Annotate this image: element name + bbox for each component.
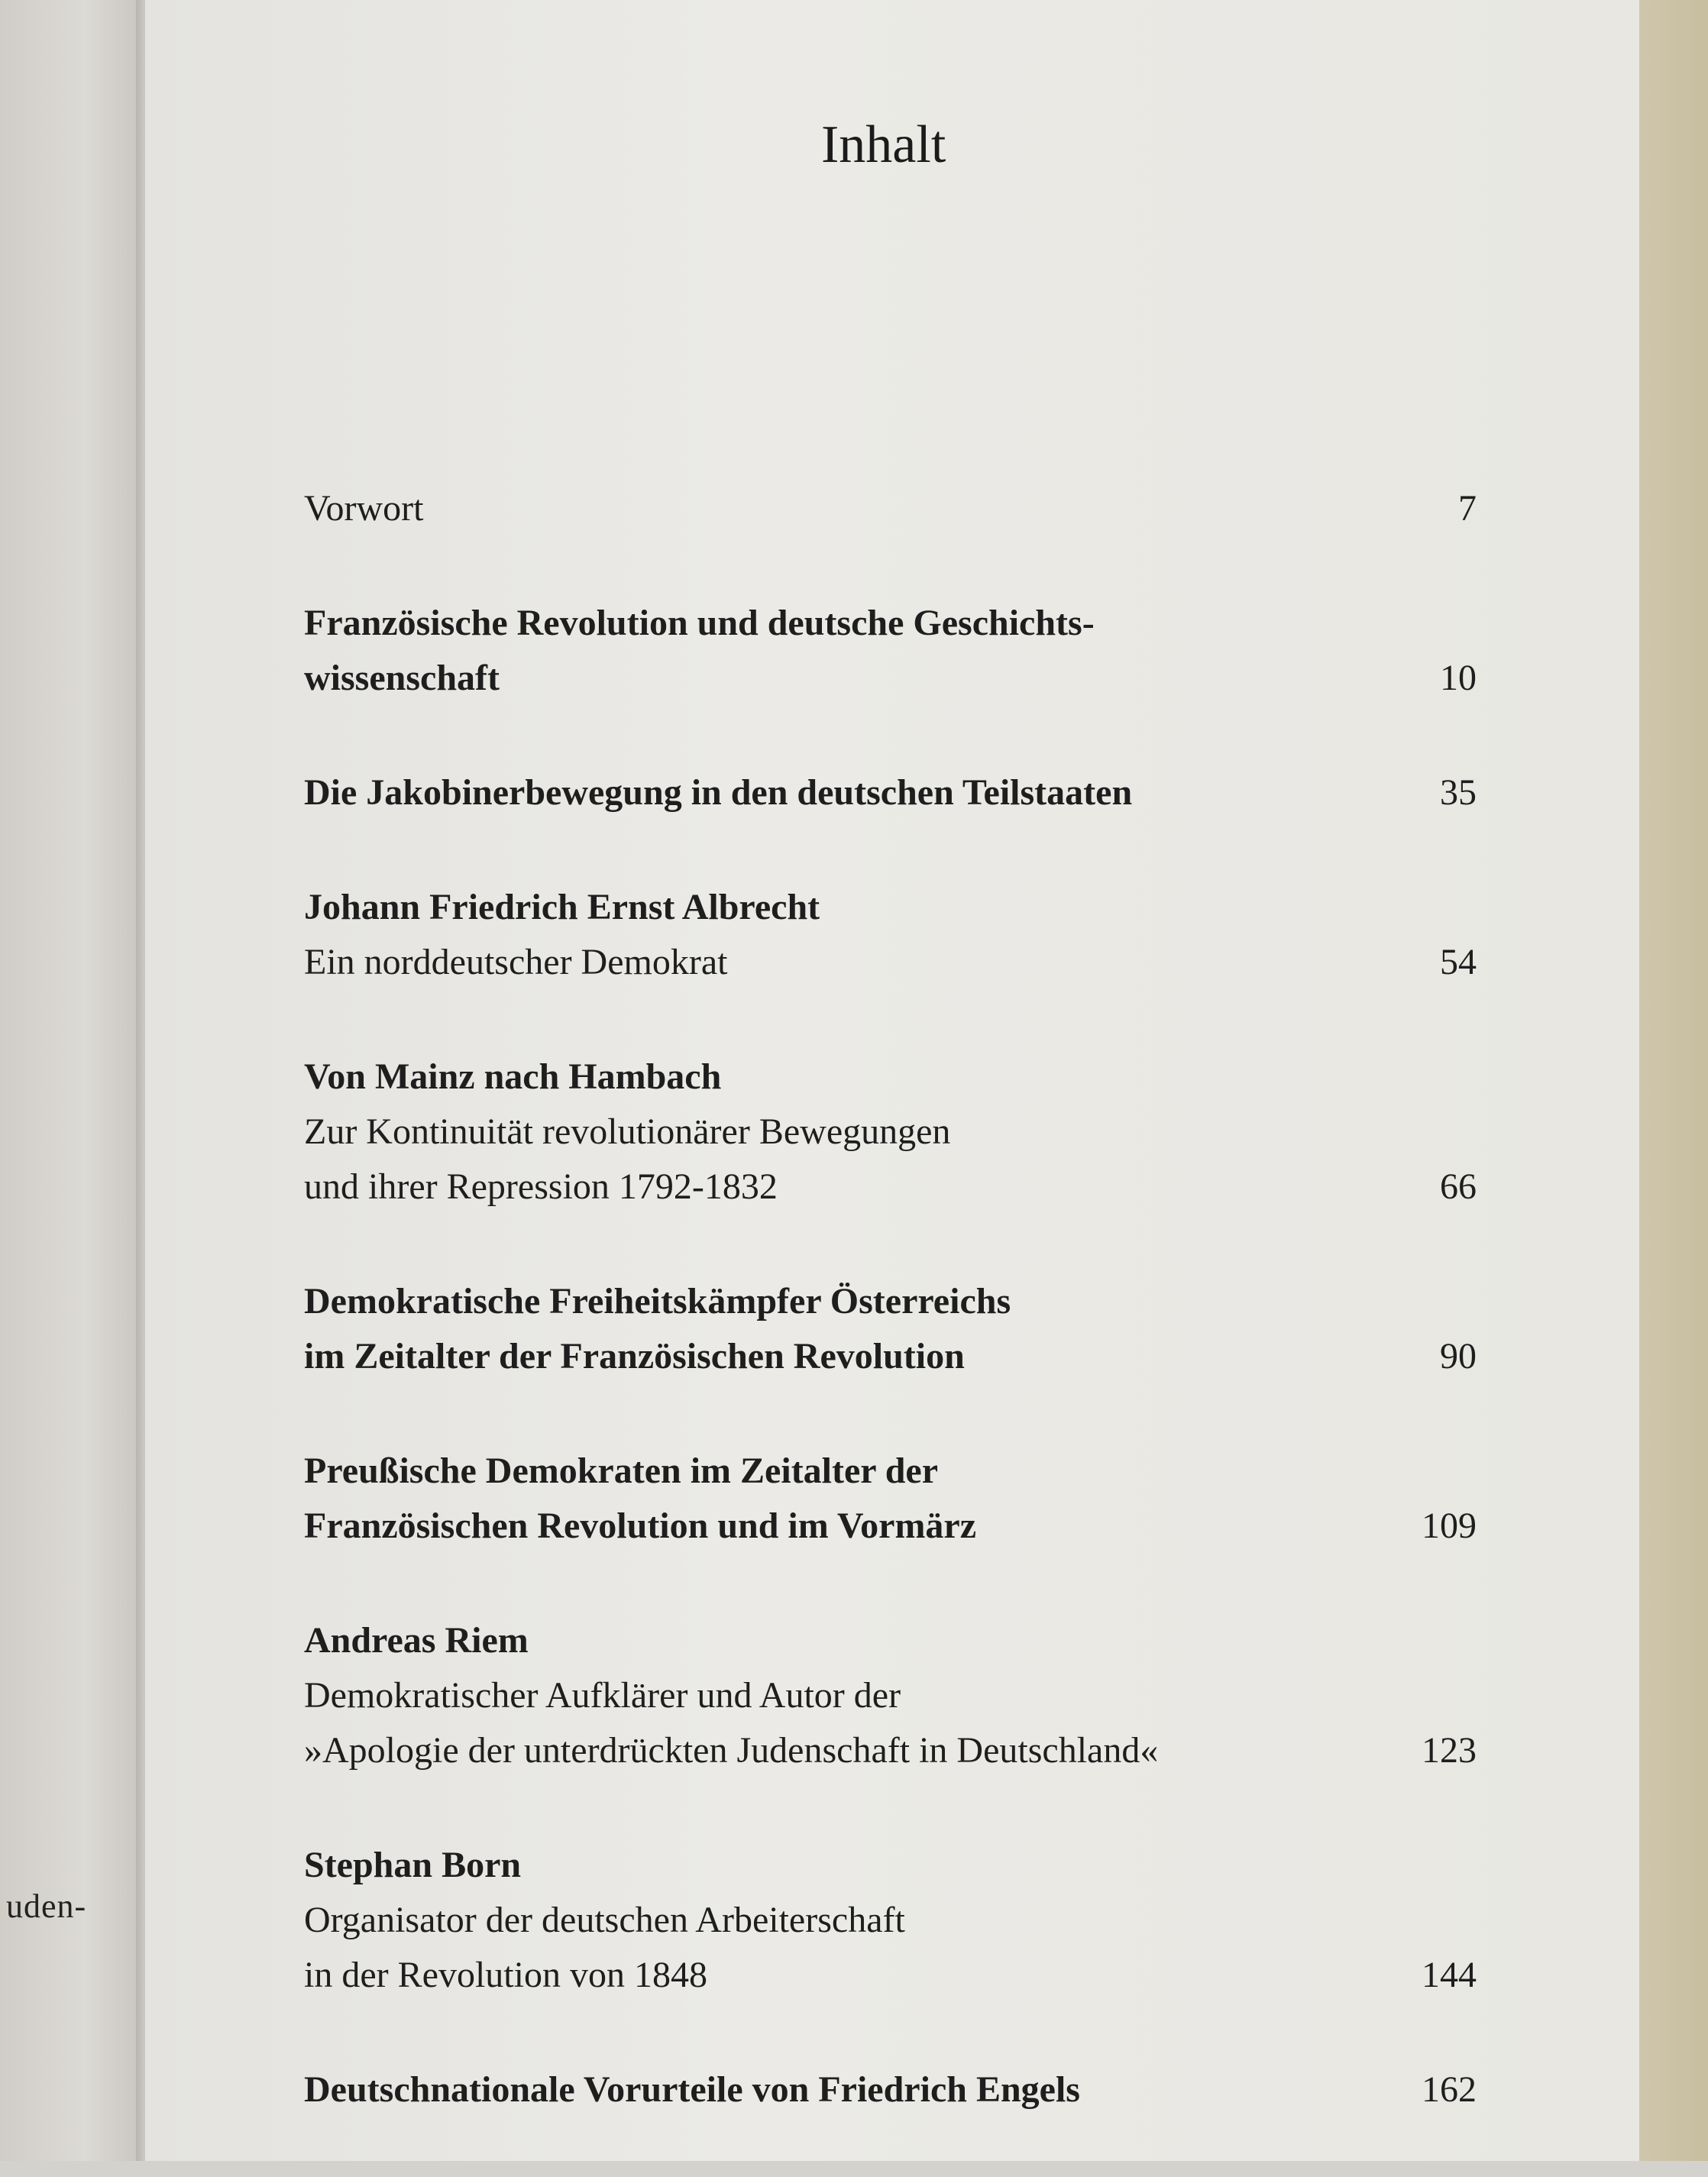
toc-entry-title-line: Französischen Revolution und im Vormärz	[304, 1506, 977, 1546]
toc-entry	[304, 765, 1477, 820]
toc-entry-page-number: 144	[1422, 1955, 1477, 1995]
toc-entry-page-number: 10	[1440, 658, 1477, 698]
toc-entry-page-number: 123	[1422, 1730, 1477, 1771]
toc-entry-page-number: 109	[1422, 1506, 1477, 1546]
toc-entry-title-line: Stephan Born	[304, 1845, 522, 1885]
table-of-contents	[304, 481, 1477, 2177]
toc-entry-title-line: Von Mainz nach Hambach	[304, 1056, 722, 1097]
toc-entry-subtitle-line: Vorwort	[304, 488, 424, 529]
toc-entry-title-line: Johann Friedrich Ernst Albrecht	[304, 887, 820, 927]
toc-entry	[304, 1444, 1477, 1554]
toc-entry-subtitle-line: Ein norddeutscher Demokrat	[304, 942, 728, 982]
toc-entry-page-number: 35	[1440, 772, 1477, 813]
page-edge-right	[1639, 0, 1708, 2161]
toc-entry	[304, 1274, 1477, 1384]
toc-entry	[304, 1613, 1477, 1778]
toc-entry-subtitle-line: Zur Kontinuität revolutionärer Bewegungen	[304, 1111, 951, 1152]
toc-entry-title-line: im Zeitalter der Französischen Revolution	[304, 1336, 965, 1376]
toc-entry	[304, 596, 1477, 706]
toc-entry-title-line: Deutschnationale Vorurteile von Friedrich Engels	[304, 2069, 1080, 2110]
toc-entry-page-number: 7	[1458, 488, 1477, 529]
toc-entry	[304, 481, 1477, 536]
toc-entry-subtitle-line: und ihrer Repression 1792-1832	[304, 1166, 778, 1207]
left-page-text-fragment: uden-	[6, 1887, 87, 1925]
toc-entry-title-line: wissenschaft	[304, 658, 500, 698]
toc-entry-page-number: 66	[1440, 1166, 1477, 1207]
toc-entry-page-number: 54	[1440, 942, 1477, 982]
toc-entry	[304, 1838, 1477, 2003]
toc-entry-subtitle-line: Demokratischer Aufklärer und Autor der	[304, 1675, 901, 1716]
toc-entry-subtitle-line: in der Revolution von 1848	[304, 1955, 707, 1995]
toc-entry-title-line: Demokratische Freiheitskämpfer Österreichs	[304, 1281, 1011, 1321]
page-heading: Inhalt	[821, 115, 946, 174]
toc-entry	[304, 880, 1477, 990]
toc-entry-page-number: 90	[1440, 1336, 1477, 1376]
toc-entry-subtitle-line: Organisator der deutschen Arbeiterschaft	[304, 1900, 905, 1940]
toc-entry-title-line: Die Jakobinerbewegung in den deutschen Teilstaaten	[304, 772, 1133, 813]
left-page-edge	[0, 0, 141, 2161]
toc-entry-title-line: Französische Revolution und deutsche Geschichts-	[304, 603, 1095, 643]
toc-entry-subtitle-line: »Apologie der unterdrückten Judenschaft in Deutschland«	[304, 1730, 1159, 1771]
toc-entry-title-line: Andreas Riem	[304, 1620, 529, 1661]
toc-entry	[304, 2062, 1477, 2117]
toc-entry-page-number: 162	[1422, 2069, 1477, 2110]
toc-entry-title-line: Preußische Demokraten im Zeitalter der	[304, 1451, 939, 1491]
toc-entry	[304, 1050, 1477, 1215]
